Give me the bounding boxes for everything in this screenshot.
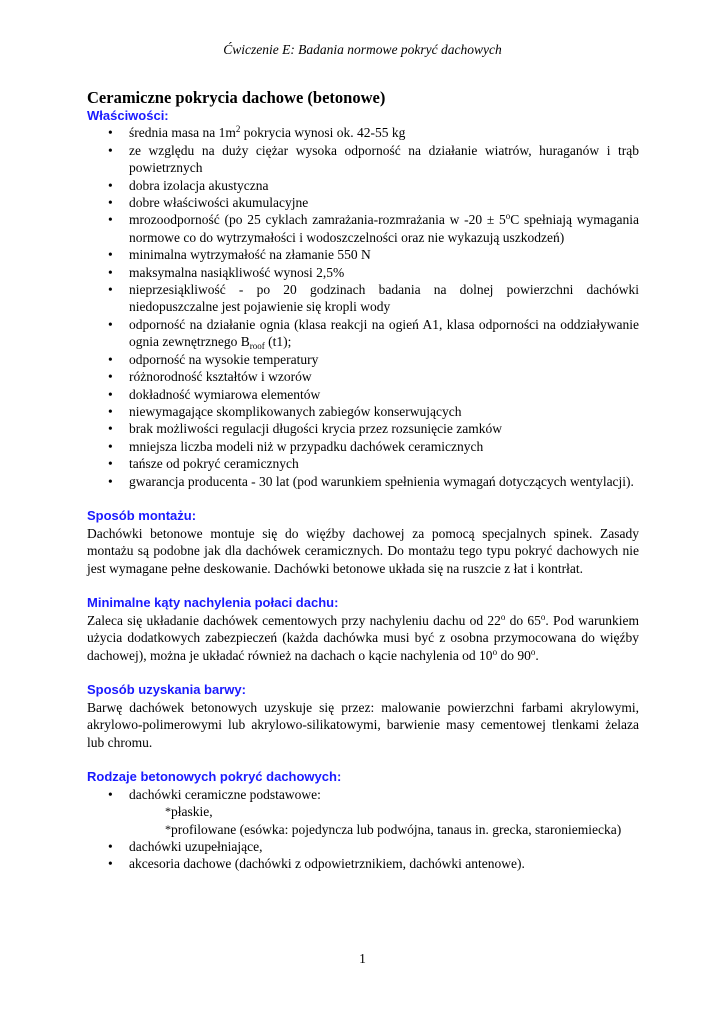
list-item: • dachówki ceramiczne podstawowe: * płaskie, * profilowane (esówka: pojedyncza lub podwójna, tanaus in. grecka, staroniemiecka) xyxy=(87,786,639,838)
types-list xyxy=(87,786,639,873)
section-heading-color: Sposób uzyskania barwy: xyxy=(87,682,246,698)
list-item: • dobre właściwości akumulacyjne xyxy=(87,194,639,211)
sublist-item: * profilowane (esówka: pojedyncza lub podwójna, tanaus in. grecka, staroniemiecka) xyxy=(129,821,639,838)
list-item: • gwarancja producenta - 30 lat (pod warunkiem spełnienia wymagań dotyczących wentylacji). xyxy=(87,473,639,490)
properties-list xyxy=(87,124,639,490)
list-item: • dokładność wymiarowa elementów xyxy=(87,386,639,403)
document-title: Ceramiczne pokrycia dachowe (betonowe) xyxy=(87,88,386,107)
color-paragraph: Barwę dachówek betonowych uzyskuje się przez: malowanie powierzchni farbami akrylowymi, akrylowo-polimerowymi lub akrylowo-silikatowymi, barwienie masy cementowej tlenkami żelaza lub chromu. xyxy=(87,699,639,750)
list-item: • odporność na wysokie temperatury xyxy=(87,351,639,368)
list-item: • różnorodność kształtów i wzorów xyxy=(87,368,639,385)
list-item: • akcesoria dachowe (dachówki z odpowietrznikiem, dachówki antenowe). xyxy=(87,855,639,872)
section-heading-montage: Sposób montażu: xyxy=(87,508,197,524)
sublist-item: * płaskie, xyxy=(129,803,639,820)
list-item: • niewymagające skomplikowanych zabiegów konserwujących xyxy=(87,403,639,420)
list-item: • mrozoodporność (po 25 cyklach zamrażania-rozmrażania w $-20 \pm 5^oC$ spełniają wymagania normowe co do wytrzymałości i wodoszczelności oraz nie wykazują uszkodzeń) xyxy=(87,211,639,246)
list-item: • maksymalna nasiąkliwość wynosi 2,5% xyxy=(87,264,639,281)
list-item: • dachówki uzupełniające, xyxy=(87,838,639,855)
list-item: • odporność na działanie ognia (klasa reakcji na ogień A1, klasa odporności na oddziaływanie ognia zewnętrznego $B_{roof}$ (t1); xyxy=(87,316,639,351)
section-heading-angles: Minimalne kąty nachylenia połaci dachu: xyxy=(87,595,339,611)
list-item: • mniejsza liczba modeli niż w przypadku dachówek ceramicznych xyxy=(87,438,639,455)
section-heading-properties: Właściwości: xyxy=(87,108,169,123)
document-body xyxy=(87,88,639,873)
list-item: • średnia masa na $1m^2$ pokrycia wynosi ok. 42-55 kg xyxy=(87,124,639,141)
list-item: • nieprzesiąkliwość - po 20 godzinach badania na dolnej powierzchni dachówki niedopuszczalne jest pojawienie się kropli wody xyxy=(87,281,639,316)
list-item: • dobra izolacja akustyczna xyxy=(87,177,639,194)
list-item: • minimalna wytrzymałość na złamanie 550 N xyxy=(87,246,639,263)
list-item: • ze względu na duży ciężar wysoka odporność na działanie wiatrów, huraganów i trąb powietrznych xyxy=(87,142,639,177)
montage-paragraph: Dachówki betonowe montuje się do więźby dachowej za pomocą specjalnych spinek. Zasady montażu są podobne jak dla dachówek ceramicznych. Do montażu tego typu pokryć dachowych nie jest wymagane pełne deskowanie. Dachówki betonowe układa się na ruszcie z łat i kontrłat. xyxy=(87,525,639,576)
list-item: • brak możliwości regulacji długości krycia przez rozsunięcie zamków xyxy=(87,420,639,437)
angles-paragraph: Zaleca się układanie dachówek cementowych przy nachyleniu dachu od 22$^o$ do 65$^o$. Pod warunkiem użycia dodatkowych zabezpieczeń (każda dachówka musi być z osobna przymocowana do więźby dachowej), można je układać również na dachach o kącie nachylenia od 10$^o$ do 90$^o$. xyxy=(87,611,639,663)
page-header: Ćwiczenie E: Badania normowe pokryć dachowych xyxy=(223,42,502,57)
section-heading-types: Rodzaje betonowych pokryć dachowych: xyxy=(87,769,342,785)
list-item: • tańsze od pokryć ceramicznych xyxy=(87,455,639,472)
page-number: 1 xyxy=(359,951,366,966)
types-sublist xyxy=(129,803,639,838)
